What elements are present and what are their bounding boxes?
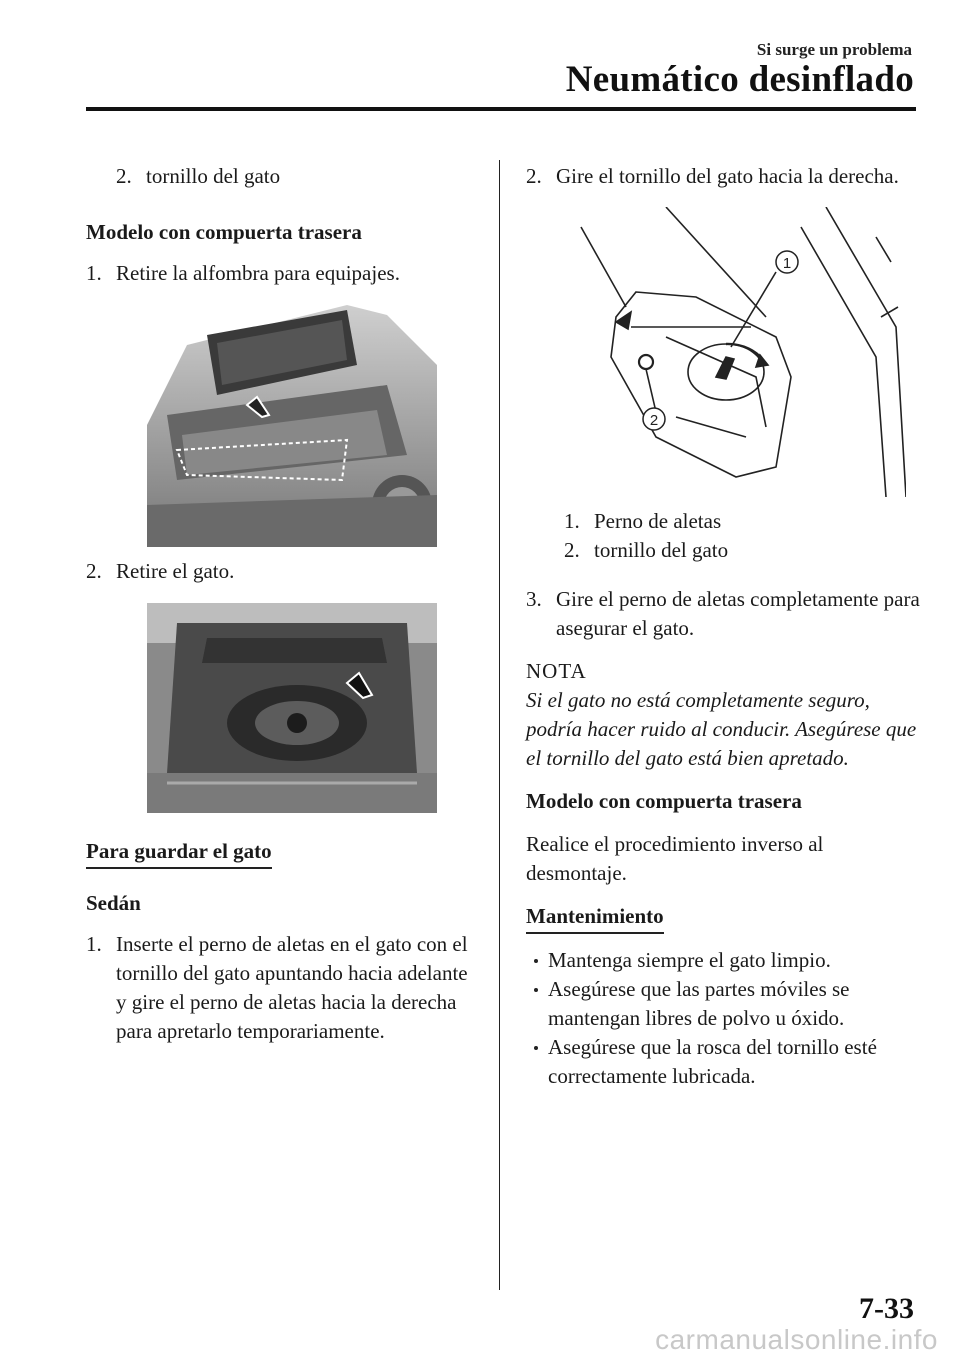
sedan-heading: Sedán: [86, 891, 141, 915]
bullet-icon: [534, 988, 538, 992]
step-2: 2. Retire el gato.: [86, 559, 235, 583]
hatch-text: Realice el procedimiento inverso al desmontaje.: [526, 832, 824, 885]
bullet-icon: [534, 959, 538, 963]
maintenance-list: [526, 946, 922, 1091]
jack-storage-figure: [147, 603, 437, 813]
header-rule: [86, 107, 916, 111]
step-2: 2. Gire el tornillo del gato hacia la derecha.: [526, 164, 899, 188]
list-item: Asegúrese que las partes móviles se mantengan libres de polvo u óxido.: [526, 975, 922, 1033]
note-text: Si el gato no está completamente seguro, podría hacer ruido al conducir. Asegúrese que el tornillo del gato está bien apretado.: [526, 688, 917, 770]
step-3: 3. Gire el perno de aletas completamente para asegurar el gato.: [526, 587, 920, 640]
store-jack-heading: Para guardar el gato: [86, 837, 272, 869]
page-number: 7-33: [859, 1292, 914, 1325]
legend-item: 1. Perno de aletas: [564, 509, 722, 533]
hatch-heading: Modelo con compuerta trasera: [86, 220, 362, 244]
page-title: Neumático desinflado: [565, 59, 914, 100]
callout-2: 2: [649, 412, 659, 429]
legend-item: 2. tornillo del gato: [564, 538, 729, 562]
maintenance-heading: Mantenimiento: [526, 902, 664, 934]
sedan-step-1: 1. Inserte el perno de aletas en el gato con el tornillo del gato apuntando hacia adelante y gire el perno de aletas hacia la derecha para apretarlo temporariamente.: [86, 932, 468, 1043]
watermark: carmanualsonline.info: [655, 1324, 938, 1355]
bullet-icon: [534, 1046, 538, 1050]
diagram-legend: [564, 507, 922, 565]
trunk-mat-figure: [147, 305, 437, 547]
list-item: Mantenga siempre el gato limpio.: [526, 946, 922, 975]
jack-screw-diagram: [576, 207, 906, 497]
column-divider: [499, 160, 500, 1290]
step-1: 1. Retire la alfombra para equipajes.: [86, 261, 400, 285]
section-label: Si surge un problema: [756, 40, 912, 59]
right-column: [526, 158, 922, 1091]
callout-1: 1: [782, 255, 792, 272]
left-column: [86, 158, 482, 1046]
hatch-heading: Modelo con compuerta trasera: [526, 789, 802, 813]
note-label: NOTA: [526, 659, 587, 683]
list-item: Asegúrese que la rosca del tornillo esté correctamente lubricada.: [526, 1033, 922, 1091]
list-item: 2. tornillo del gato: [116, 164, 281, 188]
